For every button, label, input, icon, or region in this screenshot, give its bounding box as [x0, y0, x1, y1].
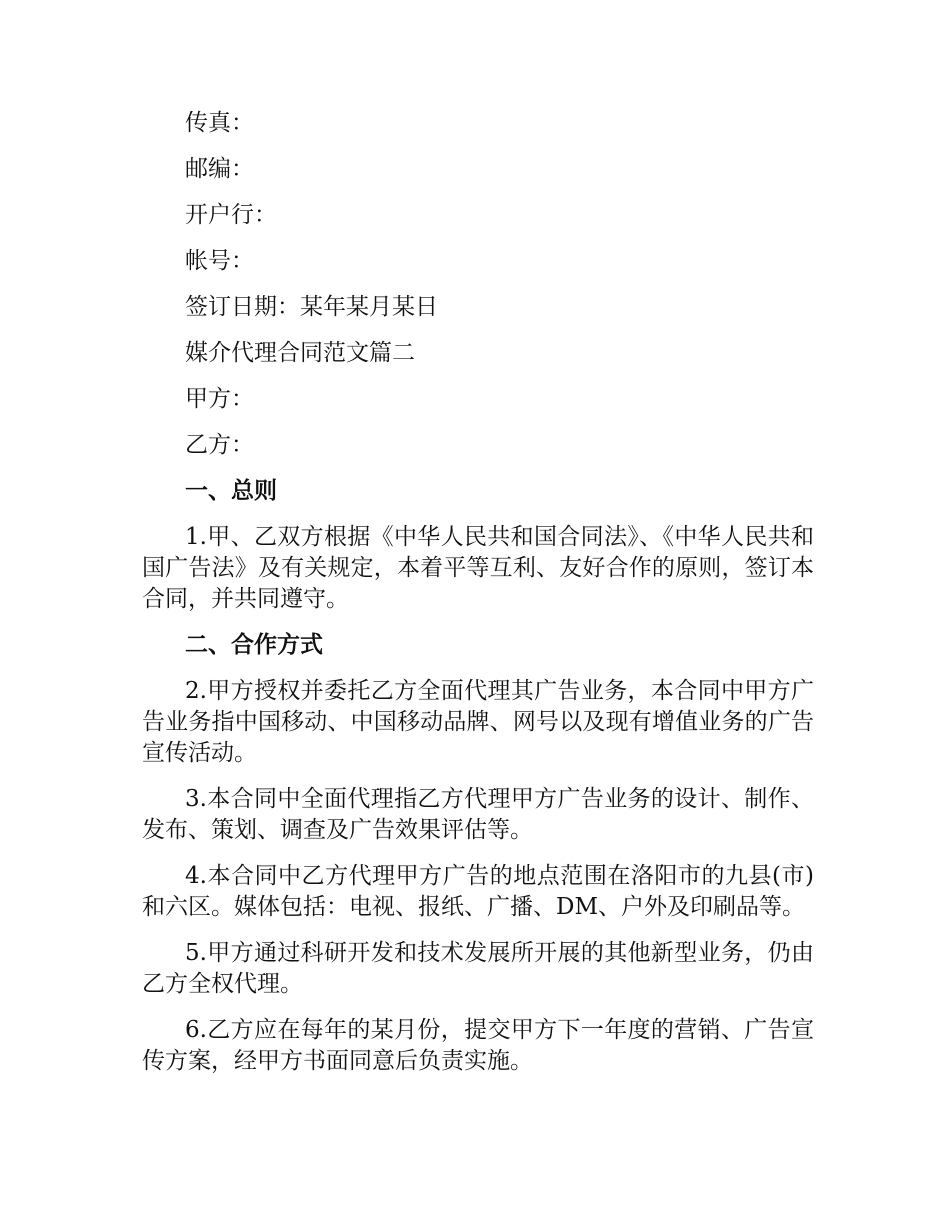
signing-date-field: 签订日期：某年某月某日: [185, 294, 438, 320]
clause-paragraph: 3.本合同中全面代理指乙方代理甲方广告业务的设计、制作、发布、策划、调查及广告效果评估等。: [142, 786, 814, 843]
party-b-field: 乙方：: [185, 432, 254, 458]
clause-paragraph: 2.甲方授权并委托乙方全面代理其广告业务，本合同中甲方广告业务指中国移动、中国移动品牌、网号以及现有增值业务的广告宣传活动。: [142, 678, 814, 766]
bank-field: 开户行：: [185, 202, 277, 228]
postcode-field: 邮编：: [185, 156, 254, 182]
document-title: 媒介代理合同范文篇二: [185, 340, 415, 366]
party-a-field: 甲方：: [185, 386, 254, 412]
section-heading-cooperation: 二、合作方式: [185, 632, 323, 658]
clause-paragraph: 5.甲方通过科研开发和技术发展所开展的其他新型业务，仍由乙方全权代理。: [142, 940, 814, 997]
fax-field: 传真：: [185, 110, 254, 136]
account-field: 帐号：: [185, 248, 254, 274]
clause-paragraph: 1.甲、乙双方根据《中华人民共和国合同法》、《中华人民共和国广告法》及有关规定，本着平等互利、友好合作的原则，签订本合同，并共同遵守。: [142, 524, 814, 612]
clause-paragraph: 4.本合同中乙方代理甲方广告的地点范围在洛阳市的九县(市)和六区。媒体包括：电视、报纸、广播、DM、户外及印刷品等。: [142, 863, 814, 920]
document-body: [142, 108, 814, 1092]
section-heading-general: 一、总则: [185, 478, 277, 504]
clause-paragraph: 6.乙方应在每年的某月份，提交甲方下一年度的营销、广告宣传方案，经甲方书面同意后负责实施。: [142, 1017, 814, 1074]
